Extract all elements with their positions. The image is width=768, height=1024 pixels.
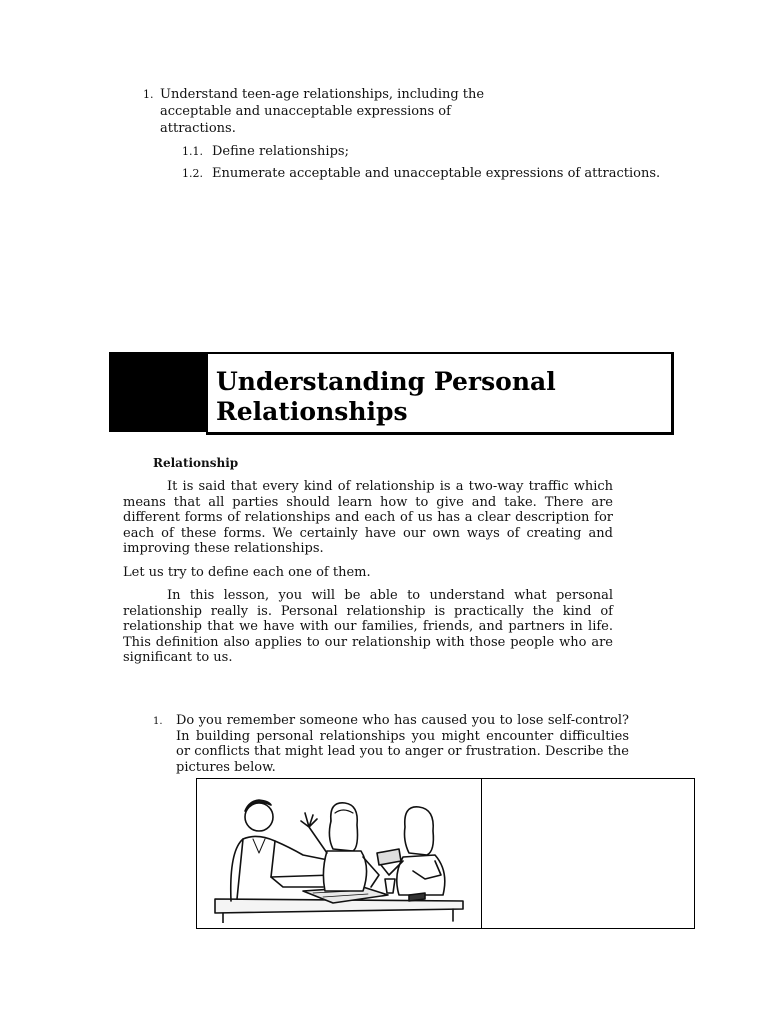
subitem-text: Enumerate acceptable and unacceptable expressions of attractions.	[212, 166, 661, 181]
banner-title-box	[206, 352, 674, 435]
subitem-number: 1.2.	[182, 167, 203, 180]
subitem-number: 1.1.	[182, 145, 203, 158]
paragraph-3: In this lesson, you will be able to understand what personal relationship really is. Personal relationship is practically the kind of relationship that we have with our families, friends, and partners in life. This definition also applies to our relationship with those people who are significant to us.	[123, 588, 613, 665]
arguing-people-illustration-icon	[213, 791, 473, 923]
paragraph-2: Let us try to define each one of them.	[123, 565, 371, 580]
activity-text: Do you remember someone who has caused you to lose self-control? In building personal relationships you might encounter difficulties or conflicts that might lead you to anger or frustration. Describe the pictures below.	[176, 713, 629, 775]
picture-table	[196, 778, 695, 929]
page-title-line-1: Understanding Personal	[216, 367, 556, 396]
activity-number: 1.	[153, 716, 163, 727]
objective-number: 1.	[143, 88, 154, 101]
table-divider	[481, 779, 482, 928]
objective-subitem-2	[182, 165, 742, 182]
objective-text: Understand teen-age relationships, including the acceptable and unacceptable expressions of attractions.	[160, 87, 485, 136]
subitem-text: Define relationships;	[212, 144, 349, 159]
page-title-line-2: Relationships	[216, 397, 408, 426]
objective-subitem-1	[182, 143, 742, 160]
paragraph-1: It is said that every kind of relationship is a two-way traffic which means that all parties should learn how to give and take. There are different forms of relationships and each of us has a clear description for each of these forms. We certainly have our own ways of creating and improving these relationships.	[123, 479, 613, 556]
section-heading: Relationship	[153, 456, 239, 470]
banner-black-block	[109, 352, 211, 432]
